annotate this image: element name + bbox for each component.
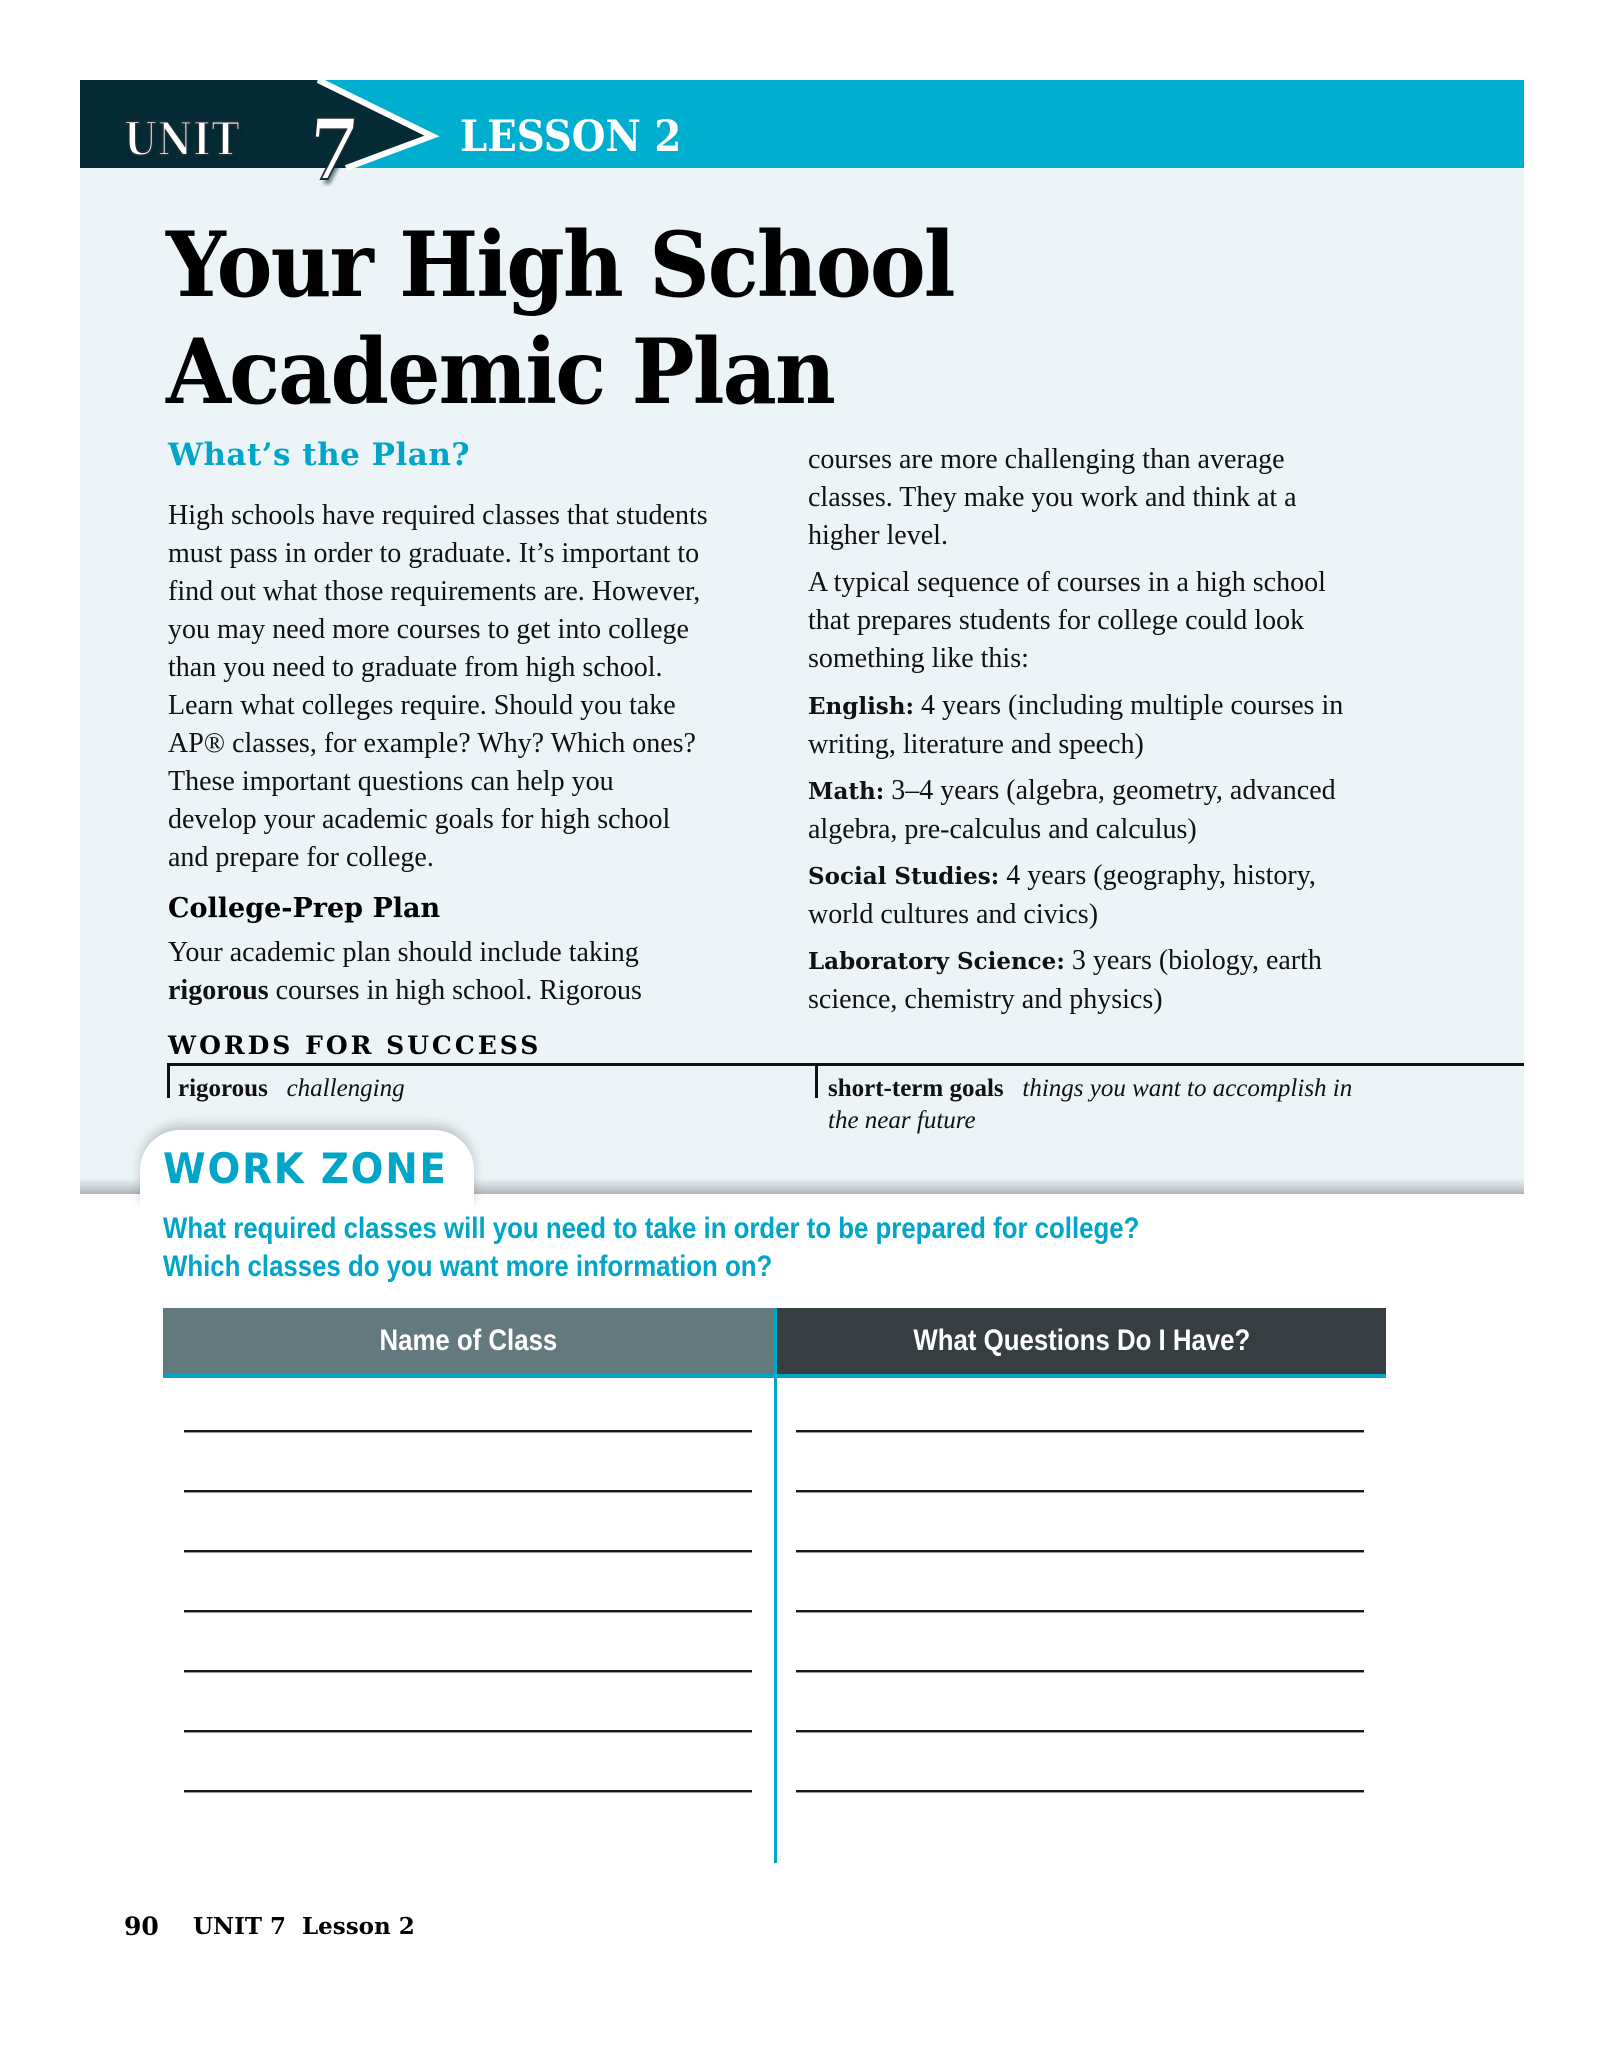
subject-laboratory-science — [808, 942, 1428, 1019]
text-fragment: courses in high school. Rigorous — [268, 975, 642, 1006]
column-header-label: What Questions Do I Have? — [913, 1324, 1250, 1357]
text-line: develop your academic goals for high school — [168, 804, 671, 835]
subject-detail: 3–4 years (algebra, geometry, advanced — [884, 775, 1336, 806]
text-line: that prepares students for college could look — [808, 605, 1305, 636]
glossary-entry-rigorous — [178, 1073, 778, 1105]
write-in-line-class[interactable] — [184, 1430, 752, 1432]
work-zone-question-2: Which classes do you want more information on? — [163, 1250, 773, 1283]
subject-detail: world cultures and civics) — [808, 899, 1099, 930]
subject-detail: 4 years (including multiple courses in — [913, 690, 1344, 721]
subject-social-studies — [808, 857, 1428, 934]
glossary-definition: things you want to accomplish in — [1022, 1075, 1353, 1102]
text-line: A typical sequence of courses in a high school — [808, 567, 1326, 598]
text-line: you may need more courses to get into college — [168, 614, 689, 645]
text-line: AP® classes, for example? Why? Which ones? — [168, 728, 696, 759]
subject-math — [808, 772, 1428, 849]
subject-name: Social Studies: — [808, 863, 1000, 890]
write-in-line-question[interactable] — [796, 1550, 1364, 1552]
write-in-line-class[interactable] — [184, 1550, 752, 1552]
write-in-line-question[interactable] — [796, 1670, 1364, 1672]
running-footer: UNIT 7 Lesson 2 — [193, 1913, 415, 1940]
subject-detail: writing, literature and speech) — [808, 729, 1144, 760]
text-line: courses are more challenging than average — [808, 444, 1285, 475]
lesson-label: LESSON 2 — [460, 112, 682, 162]
column-header-label: Name of Class — [379, 1324, 558, 1357]
page-number: 90 — [124, 1912, 159, 1941]
text-line: higher level. — [808, 520, 948, 551]
subject-english — [808, 687, 1428, 764]
column-header-name-of-class — [163, 1308, 774, 1374]
write-in-line-question[interactable] — [796, 1730, 1364, 1732]
subject-name: English: — [808, 693, 914, 720]
work-zone-label: WORK ZONE — [163, 1144, 448, 1193]
text-line — [168, 972, 768, 1010]
subject-detail: science, chemistry and physics) — [808, 984, 1163, 1015]
write-in-line-class[interactable] — [184, 1490, 752, 1492]
subject-detail: 3 years (biology, earth — [1064, 945, 1322, 976]
prep-paragraph — [168, 934, 768, 1010]
term-highlight: rigorous — [168, 975, 269, 1006]
text-line: must pass in order to graduate. It’s important to — [168, 538, 700, 569]
subject-name: Math: — [808, 778, 885, 805]
work-zone-question-1: What required classes will you need to take in order to be prepared for college? — [163, 1212, 1140, 1245]
write-in-line-question[interactable] — [796, 1790, 1364, 1792]
subject-detail: algebra, pre-calculus and calculus) — [808, 814, 1197, 845]
glossary-definition: challenging — [286, 1075, 405, 1102]
text-line: Your academic plan should include taking — [168, 937, 639, 968]
section-heading-plan: What’s the Plan? — [168, 437, 471, 473]
text-line: High schools have required classes that students — [168, 500, 708, 531]
glossary-term: rigorous — [178, 1075, 268, 1102]
glossary-tick — [167, 1064, 170, 1098]
words-for-success-heading: WORDS FOR SUCCESS — [168, 1031, 542, 1060]
divider — [167, 1063, 1524, 1066]
right-paragraph-1 — [808, 441, 1428, 555]
write-in-line-question[interactable] — [796, 1610, 1364, 1612]
text-line: find out what those requirements are. However, — [168, 576, 701, 607]
glossary-term: short-term goals — [828, 1075, 1004, 1102]
text-line: something like this: — [808, 643, 1029, 674]
unit-number: 7 — [303, 100, 363, 199]
text-line: classes. They make you work and think at a — [808, 482, 1297, 513]
text-line: Learn what colleges require. Should you take — [168, 690, 676, 721]
write-in-line-class[interactable] — [184, 1670, 752, 1672]
write-in-line-class[interactable] — [184, 1790, 752, 1792]
section-heading-college-prep: College-Prep Plan — [168, 893, 441, 924]
page-title-line-1: Your High School — [166, 212, 954, 318]
glossary-tick — [815, 1064, 818, 1098]
text-line: These important questions can help you — [168, 766, 614, 797]
text-line: and prepare for college. — [168, 842, 434, 873]
write-in-line-question[interactable] — [796, 1490, 1364, 1492]
write-in-line-class[interactable] — [184, 1730, 752, 1732]
subject-name: Laboratory Science: — [808, 948, 1065, 975]
unit-word: UNIT — [124, 112, 241, 166]
right-paragraph-2 — [808, 564, 1428, 678]
write-in-line-class[interactable] — [184, 1610, 752, 1612]
glossary-entry-short-term-goals — [828, 1073, 1428, 1137]
glossary-definition-cont: the near future — [828, 1107, 976, 1134]
table-column-divider — [774, 1308, 777, 1863]
write-in-line-question[interactable] — [796, 1430, 1364, 1432]
text-line: than you need to graduate from high school. — [168, 652, 663, 683]
page-title-line-2: Academic Plan — [166, 319, 835, 425]
plan-paragraph — [168, 497, 768, 877]
subject-detail: 4 years (geography, history, — [999, 860, 1316, 891]
column-header-questions — [777, 1308, 1386, 1374]
